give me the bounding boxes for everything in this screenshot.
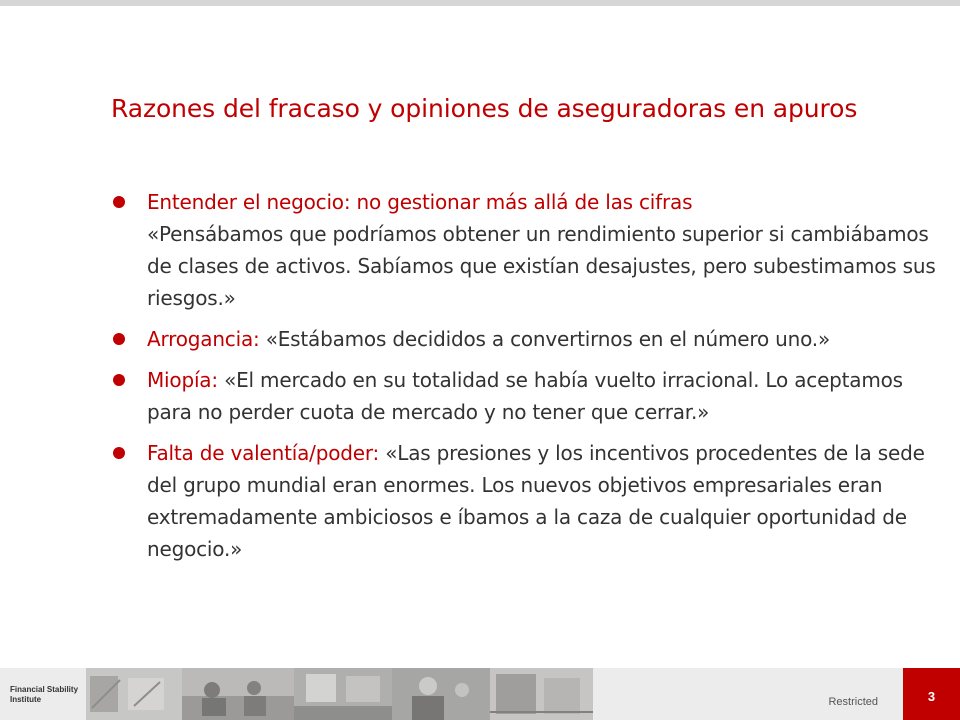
page-number: 3 bbox=[927, 689, 936, 704]
bullet-dot-icon bbox=[113, 333, 125, 345]
portrait-photo-image bbox=[392, 668, 490, 720]
office-photo-image bbox=[294, 668, 392, 720]
bullet-lead: Entender el negocio: no gestionar más allá de las cifras bbox=[147, 190, 693, 214]
bullet-text: «Estábamos decididos a convertirnos en el número uno.» bbox=[259, 327, 831, 351]
bullet-list bbox=[113, 186, 948, 574]
building-photo-image bbox=[490, 668, 593, 720]
bullet-text: «Las presiones y los incentivos procedentes de la sede del grupo mundial eran enormes. Los nuevos objetivos empresariales eran extremadamente ambiciosos e íbamos a la caza de cualquier oportunidad de negocio.» bbox=[147, 441, 925, 561]
page-number-box bbox=[903, 668, 960, 720]
bullet-text: «El mercado en su totalidad se había vuelto irracional. Lo aceptamos para no perder cuota de mercado y no tener que cerrar.» bbox=[147, 368, 903, 424]
bullet-text: «Pensábamos que podríamos obtener un rendimiento superior si cambiábamos de clases de activos. Sabíamos que existían desajustes, pero subestimamos sus riesgos.» bbox=[147, 222, 936, 310]
bullet-dot-icon bbox=[113, 374, 125, 386]
classification-label: Restricted bbox=[828, 696, 878, 708]
logo-text-line-1: Financial Stability bbox=[10, 685, 79, 694]
bullet-dot-icon bbox=[113, 196, 125, 208]
bullet-item bbox=[113, 323, 948, 355]
logo-text-line-2: Institute bbox=[10, 695, 42, 704]
conference-photo-image bbox=[182, 668, 294, 720]
bullet-item bbox=[113, 364, 948, 428]
bullet-lead: Falta de valentía/poder: bbox=[147, 441, 380, 465]
bullet-item bbox=[113, 186, 948, 314]
meeting-photo-image bbox=[86, 668, 182, 720]
slide-title: Razones del fracaso y opiniones de aseguradoras en apuros bbox=[111, 94, 858, 123]
bullet-dot-icon bbox=[113, 447, 125, 459]
top-rule bbox=[0, 0, 960, 6]
institution-logo bbox=[10, 685, 80, 705]
bullet-lead: Miopía: bbox=[147, 368, 218, 392]
bullet-lead: Arrogancia: bbox=[147, 327, 260, 351]
bullet-item bbox=[113, 437, 948, 565]
footer-photo-strip bbox=[86, 668, 593, 720]
